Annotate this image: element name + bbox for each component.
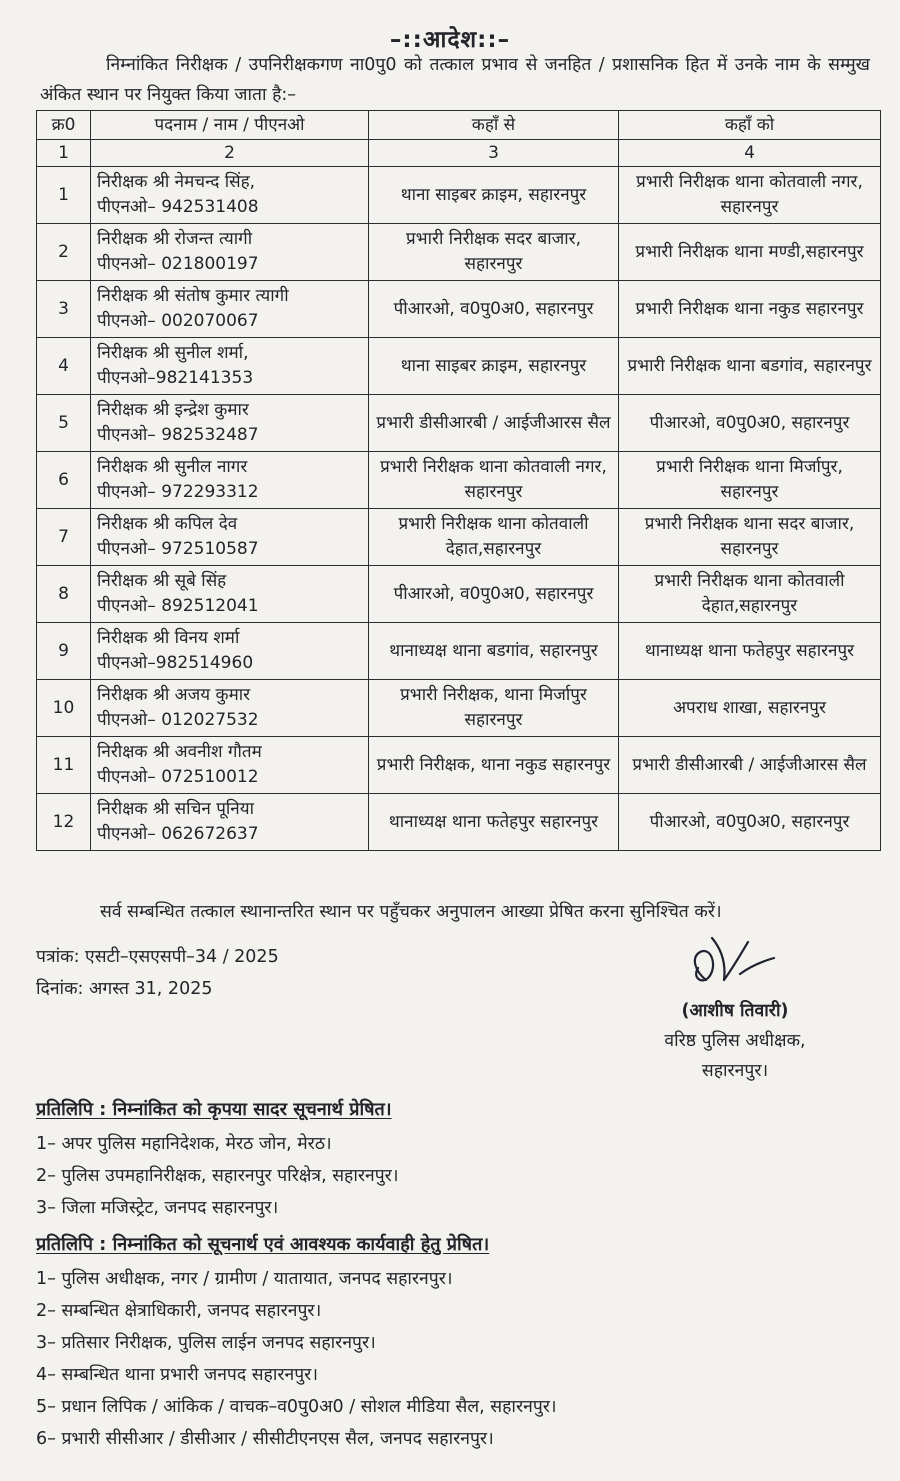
- officer-cell: [91, 794, 369, 851]
- to-posting-cell: पीआरओ, व0पु0अ0, सहारनपुर: [619, 395, 881, 452]
- signatory-name: (आशीष तिवारी): [681, 1001, 789, 1021]
- officer-name: निरीक्षक श्री इन्द्रेश कुमार: [97, 400, 249, 420]
- header-from: कहाँ से: [369, 111, 619, 140]
- to-posting-cell: प्रभारी निरीक्षक थाना मण्डी,सहारनपुर: [619, 224, 881, 281]
- table-header-row: [37, 111, 881, 140]
- table-row: [37, 281, 881, 338]
- list-item: 1– अपर पुलिस महानिदेशक, मेरठ जोन, मेरठ।: [36, 1134, 332, 1154]
- table-row: [37, 737, 881, 794]
- to-posting-cell: थानाध्यक्ष थाना फतेहपुर सहारनपुर: [619, 623, 881, 680]
- from-posting-cell: पीआरओ, व0पु0अ0, सहारनपुर: [369, 281, 619, 338]
- list-item: 6– प्रभारी सीसीआर / डीसीआर / सीसीटीएनएस सैल, जनपद सहारनपुर।: [36, 1429, 494, 1449]
- officer-name: निरीक्षक श्री रोजन्त त्यागी: [97, 229, 253, 249]
- officer-cell: [91, 566, 369, 623]
- from-posting-cell: प्रभारी निरीक्षक सदर बाजार, सहारनपुर: [369, 224, 619, 281]
- signatory-designation: वरिष्ठ पुलिस अधीक्षक,: [664, 1031, 806, 1051]
- column-number: 3: [369, 140, 619, 167]
- serial-cell: 3: [37, 281, 91, 338]
- officer-cell: [91, 623, 369, 680]
- table-row: [37, 338, 881, 395]
- table-row: [37, 680, 881, 737]
- officer-name: निरीक्षक श्री सूबे सिंह: [97, 571, 227, 591]
- officer-pno: पीएनओ– 972293312: [97, 482, 259, 502]
- table-row: [37, 452, 881, 509]
- list-item: 2– पुलिस उपमहानिरीक्षक, सहारनपुर परिक्षेत्र, सहारनपुर।: [36, 1166, 399, 1186]
- officer-name: निरीक्षक श्री अवनीश गौतम: [97, 742, 262, 762]
- table-row: [37, 794, 881, 851]
- from-posting-cell: प्रभारी डीसीआरबी / आईजीआरस सैल: [369, 395, 619, 452]
- table-row: [37, 566, 881, 623]
- officer-pno: पीएनओ– 021800197: [97, 254, 259, 274]
- officer-name: निरीक्षक श्री अजय कुमार: [97, 685, 251, 705]
- to-posting-cell: प्रभारी निरीक्षक थाना नकुड सहारनपुर: [619, 281, 881, 338]
- table-row: [37, 167, 881, 224]
- officer-pno: पीएनओ–982141353: [97, 368, 254, 388]
- compliance-instruction: सर्व सम्बन्धित तत्काल स्थानान्तरित स्थान पर पहुँचकर अनुपालन आख्या प्रेषित करना सुनिश्चित करें।: [100, 902, 722, 922]
- table-row: [37, 509, 881, 566]
- from-posting-cell: थानाध्यक्ष थाना बडगांव, सहारनपुर: [369, 623, 619, 680]
- transfer-table: [36, 110, 881, 851]
- from-posting-cell: थानाध्यक्ष थाना फतेहपुर सहारनपुर: [369, 794, 619, 851]
- officer-name: निरीक्षक श्री संतोष कुमार त्यागी: [97, 286, 289, 306]
- copy-to-heading-action: प्रतिलिपि : निम्नांकित को सूचनार्थ एवं आवश्यक कार्यवाही हेतु प्रेषित।: [36, 1234, 490, 1255]
- officer-pno: पीएनओ– 972510587: [97, 539, 259, 559]
- to-posting-cell: प्रभारी निरीक्षक थाना कोतवाली देहात,सहारनपुर: [619, 566, 881, 623]
- officer-pno: पीएनओ– 062672637: [97, 824, 259, 844]
- order-title: –::आदेश::–: [389, 27, 511, 53]
- serial-cell: 12: [37, 794, 91, 851]
- table-row: [37, 623, 881, 680]
- order-intro: निम्नांकित निरीक्षक / उपनिरीक्षकगण ना0पु0 को तत्काल प्रभाव से जनहित / प्रशासनिक हित में उनके नाम के सम्मुख अंकित स्थान पर नियुक्त किया जाता है:–: [40, 55, 870, 105]
- serial-cell: 7: [37, 509, 91, 566]
- serial-cell: 9: [37, 623, 91, 680]
- from-posting-cell: थाना साइबर क्राइम, सहारनपुर: [369, 338, 619, 395]
- officer-name: निरीक्षक श्री कपिल देव: [97, 514, 238, 534]
- table-row: [37, 395, 881, 452]
- table-row: [37, 224, 881, 281]
- from-posting-cell: थाना साइबर क्राइम, सहारनपुर: [369, 167, 619, 224]
- to-posting-cell: प्रभारी निरीक्षक थाना बडगांव, सहारनपुर: [619, 338, 881, 395]
- list-item: 5– प्रधान लिपिक / आंकिक / वाचक–व0पु0अ0 / सोशल मीडिया सैल, सहारनपुर।: [36, 1397, 557, 1417]
- from-posting-cell: प्रभारी निरीक्षक, थाना नकुड सहारनपुर: [369, 737, 619, 794]
- list-item: 1– पुलिस अधीक्षक, नगर / ग्रामीण / यातायात, जनपद सहारनपुर।: [36, 1269, 453, 1289]
- copy-to-list-info: [36, 1128, 398, 1224]
- officer-cell: [91, 452, 369, 509]
- serial-cell: 1: [37, 167, 91, 224]
- header-to: कहाँ को: [619, 111, 881, 140]
- officer-cell: [91, 737, 369, 794]
- officer-pno: पीएनओ– 892512041: [97, 596, 259, 616]
- letter-number: पत्रांक: एसटी–एसएसपी–34 / 2025: [36, 947, 279, 967]
- list-item: 3– प्रतिसार निरीक्षक, पुलिस लाईन जनपद सहारनपुर।: [36, 1333, 376, 1353]
- serial-cell: 2: [37, 224, 91, 281]
- from-posting-cell: प्रभारी निरीक्षक थाना कोतवाली नगर, सहारनपुर: [369, 452, 619, 509]
- serial-cell: 6: [37, 452, 91, 509]
- column-number-row: [37, 140, 881, 167]
- signatory-block: [620, 996, 850, 1086]
- copy-to-list-action: [36, 1263, 557, 1455]
- officer-cell: [91, 167, 369, 224]
- column-number: 4: [619, 140, 881, 167]
- to-posting-cell: प्रभारी डीसीआरबी / आईजीआरस सैल: [619, 737, 881, 794]
- officer-cell: [91, 224, 369, 281]
- officer-cell: [91, 680, 369, 737]
- serial-cell: 8: [37, 566, 91, 623]
- to-posting-cell: प्रभारी निरीक्षक थाना कोतवाली नगर, सहारनपुर: [619, 167, 881, 224]
- officer-pno: पीएनओ–982514960: [97, 653, 254, 673]
- from-posting-cell: प्रभारी निरीक्षक थाना कोतवाली देहात,सहारनपुर: [369, 509, 619, 566]
- column-number: 1: [37, 140, 91, 167]
- to-posting-cell: प्रभारी निरीक्षक थाना मिर्जापुर, सहारनपुर: [619, 452, 881, 509]
- officer-pno: पीएनओ– 012027532: [97, 710, 259, 730]
- officer-cell: [91, 395, 369, 452]
- officer-cell: [91, 509, 369, 566]
- to-posting-cell: प्रभारी निरीक्षक थाना सदर बाजार, सहारनपुर: [619, 509, 881, 566]
- from-posting-cell: पीआरओ, व0पु0अ0, सहारनपुर: [369, 566, 619, 623]
- officer-name: निरीक्षक श्री विनय शर्मा: [97, 628, 240, 648]
- officer-pno: पीएनओ– 982532487: [97, 425, 259, 445]
- to-posting-cell: पीआरओ, व0पु0अ0, सहारनपुर: [619, 794, 881, 851]
- officer-name: निरीक्षक श्री नेमचन्द सिंह,: [97, 172, 256, 192]
- officer-pno: पीएनओ– 002070067: [97, 311, 259, 331]
- officer-pno: पीएनओ– 942531408: [97, 197, 259, 217]
- officer-cell: [91, 281, 369, 338]
- header-name: पदनाम / नाम / पीएनओ: [91, 111, 369, 140]
- serial-cell: 10: [37, 680, 91, 737]
- from-posting-cell: प्रभारी निरीक्षक, थाना मिर्जापुर सहारनपुर: [369, 680, 619, 737]
- serial-cell: 5: [37, 395, 91, 452]
- officer-name: निरीक्षक श्री सचिन पूनिया: [97, 799, 254, 819]
- header-serial: क्र0: [37, 111, 91, 140]
- list-item: 3– जिला मजिस्ट्रेट, जनपद सहारनपुर।: [36, 1198, 279, 1218]
- column-number: 2: [91, 140, 369, 167]
- to-posting-cell: अपराध शाखा, सहारनपुर: [619, 680, 881, 737]
- signatory-place: सहारनपुर।: [701, 1061, 769, 1081]
- officer-cell: [91, 338, 369, 395]
- serial-cell: 4: [37, 338, 91, 395]
- list-item: 4– सम्बन्धित थाना प्रभारी जनपद सहारनपुर।: [36, 1365, 318, 1385]
- officer-pno: पीएनओ– 072510012: [97, 767, 259, 787]
- table-body: [37, 167, 881, 851]
- signature-image: [678, 928, 788, 988]
- letter-date: दिनांक: अगस्त 31, 2025: [36, 979, 213, 999]
- officer-name: निरीक्षक श्री सुनील शर्मा,: [97, 343, 249, 363]
- serial-cell: 11: [37, 737, 91, 794]
- officer-name: निरीक्षक श्री सुनील नागर: [97, 457, 248, 477]
- copy-to-heading-info: प्रतिलिपि : निम्नांकित को कृपया सादर सूचनार्थ प्रेषित।: [36, 1099, 392, 1120]
- list-item: 2– सम्बन्धित क्षेत्राधिकारी, जनपद सहारनपुर।: [36, 1301, 322, 1321]
